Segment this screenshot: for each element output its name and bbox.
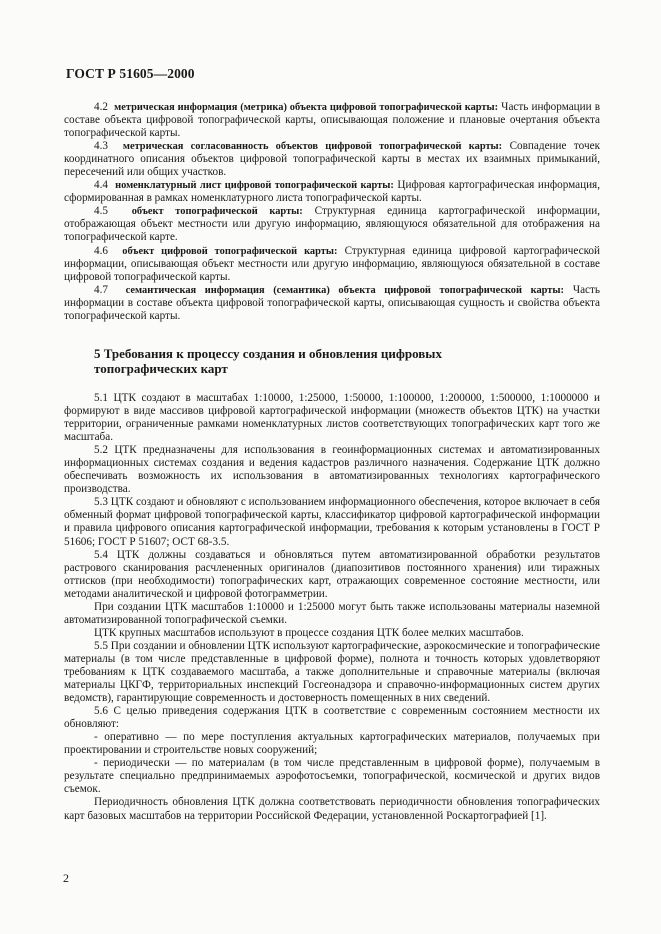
definition-text: Совпадение точек координатного описания объектов цифровой топографической карты в местах их взаимных примыканий, пересечений или общих участков. [64,140,601,179]
page-number: 2 [63,871,69,885]
definition-4-5 [64,205,600,244]
definition-number: 4.2 [94,101,108,113]
definition-number: 4.5 [94,205,108,218]
section-5-title [94,346,574,376]
paragraph-5-4-continued: При создании ЦТК масштабов 1:10000 и 1:25000 могут быть также использованы материалы наземной автоматизированной топографической съемки. [64,600,600,626]
list-item-periodic: - периодически — по материалам (в том числе представленным в цифровой форме), получаемым в результате специально предпринимаемых аэрофотосъемки, топографической, космической и других видов съемок. [64,757,600,796]
paragraph-5-4: 5.4 ЦТК должны создаваться и обновляться путем автоматизированной обработки результатов растрового сканирования расчлененных оригиналов (диапозитивов постоянного хранения) или тиражных оттисков (при необходимости) топографических карт, отражающих современное состояние местности, или методами аналитической и цифровой фотограмметрии. [64,548,600,600]
definition-text: Структурная единица картографической информации, отображающая объект местности или другую информацию, являющуюся обязательной для отображения на топографической карте. [64,205,600,244]
definition-number: 4.7 [94,283,108,296]
definition-term: метрическая информация (метрика) объекта цифровой топографической карты: [114,102,499,113]
document-header: ГОСТ Р 51605—2000 [66,66,195,81]
definition-term: номенклатурный лист цифровой топографической карты: [115,180,394,192]
definition-text: Часть информации в составе объекта цифровой топографической карты, описывающая положение и плановые очертания объекта топографической карты. [64,101,600,140]
definition-term: объект топографической карты: [131,206,303,218]
definition-4-7 [64,284,600,323]
paragraph-5-2: 5.2 ЦТК предназначены для использования в геоинформационных системах и автоматизированных информационных системах создания и ведения кадастров различного назначения. Содержание ЦТК должно обеспечивать возможность их использования в автоматизированных технологиях картографического производства. [64,444,600,496]
paragraph-5-3: 5.3 ЦТК создают и обновляют с использованием информационного обеспечения, которое включает в себя обменный формат цифровой топографической карты, классификатор цифровой картографической информации и правила цифрового описания картографической информации, требования к которым установлены в ГОСТ Р 51606; ГОСТ Р 51607; ОСТ 68-3.5. [64,496,600,548]
list-item-operative: - оперативно — по мере поступления актуальных картографических материалов, получаемых при проектировании и строительстве новых сооружений; [64,731,600,757]
definition-4-4 [64,179,600,205]
paragraph-5-4-large-scales: ЦТК крупных масштабов используют в процессе создания ЦТК более мелких масштабов. [94,626,524,639]
paragraph-5-1: 5.1 ЦТК создают в масштабах 1:10000, 1:25000, 1:50000, 1:100000, 1:200000, 1:500000, 1:1000000 и формируют в виде массивов цифровой картографической информации (множеств объектов ЦТК) на участки территории, ограниченные рамками номенклатурных листов соответствующих топографических карт того же масштаба. [64,392,600,444]
definition-4-3 [64,140,600,179]
section-title-line-1: 5 Требования к процессу создания и обновления цифровых [94,346,442,361]
paragraph-5-6: 5.6 С целью приведения содержания ЦТК в соответствие с современным состоянием местности их обновляют: [64,705,600,731]
paragraph-5-5: 5.5 При создании и обновлении ЦТК используют картографические, аэрокосмические и топографические материалы (в том числе представленные в цифровой форме), полнота и точность которых удовлетворяют требованиям к ЦТК создаваемого масштаба, а также дополнительные и справочные материалы (включая материалы ЦКГФ, территориальных инспекций Госгеонадзора и справочно-информационных систем других ведомств), гарантирующие современность и достоверность помещенных в них сведений. [64,639,600,705]
definition-4-2 [64,101,600,140]
definition-term: семантическая информация (семантика) объекта цифровой топографической карты: [125,284,564,296]
definition-4-6 [64,245,600,284]
definition-term: объект цифровой топографической карты: [122,245,338,257]
definition-text: Структурная единица цифровой картографической информации, описывающая объект местности или другую информацию, являющуюся обязательной в составе цифровой топографической карты. [64,244,601,283]
definition-text: Часть информации в составе объекта цифровой топографической карты, описывающая сущность и свойства объекта топографической карты. [64,283,601,322]
definition-number: 4.4 [94,179,108,192]
definition-term: метрическая согласованность объектов цифровой топографической карты: [122,141,503,153]
definition-text: Цифровая картографическая информация, сформированная в рамках номенклатурного листа топографической карты. [64,179,601,205]
definition-number: 4.6 [94,244,108,257]
section-5-body [64,392,600,823]
definitions-block [64,101,600,323]
paragraph-periodicity: Периодичность обновления ЦТК должна соответствовать периодичности обновления топографических карт базовых масштабов на территории Российской Федерации, установленной Роскартографией [1]. [64,796,600,822]
definition-number: 4.3 [94,140,108,153]
section-title-line-2: топографических карт [94,361,228,376]
